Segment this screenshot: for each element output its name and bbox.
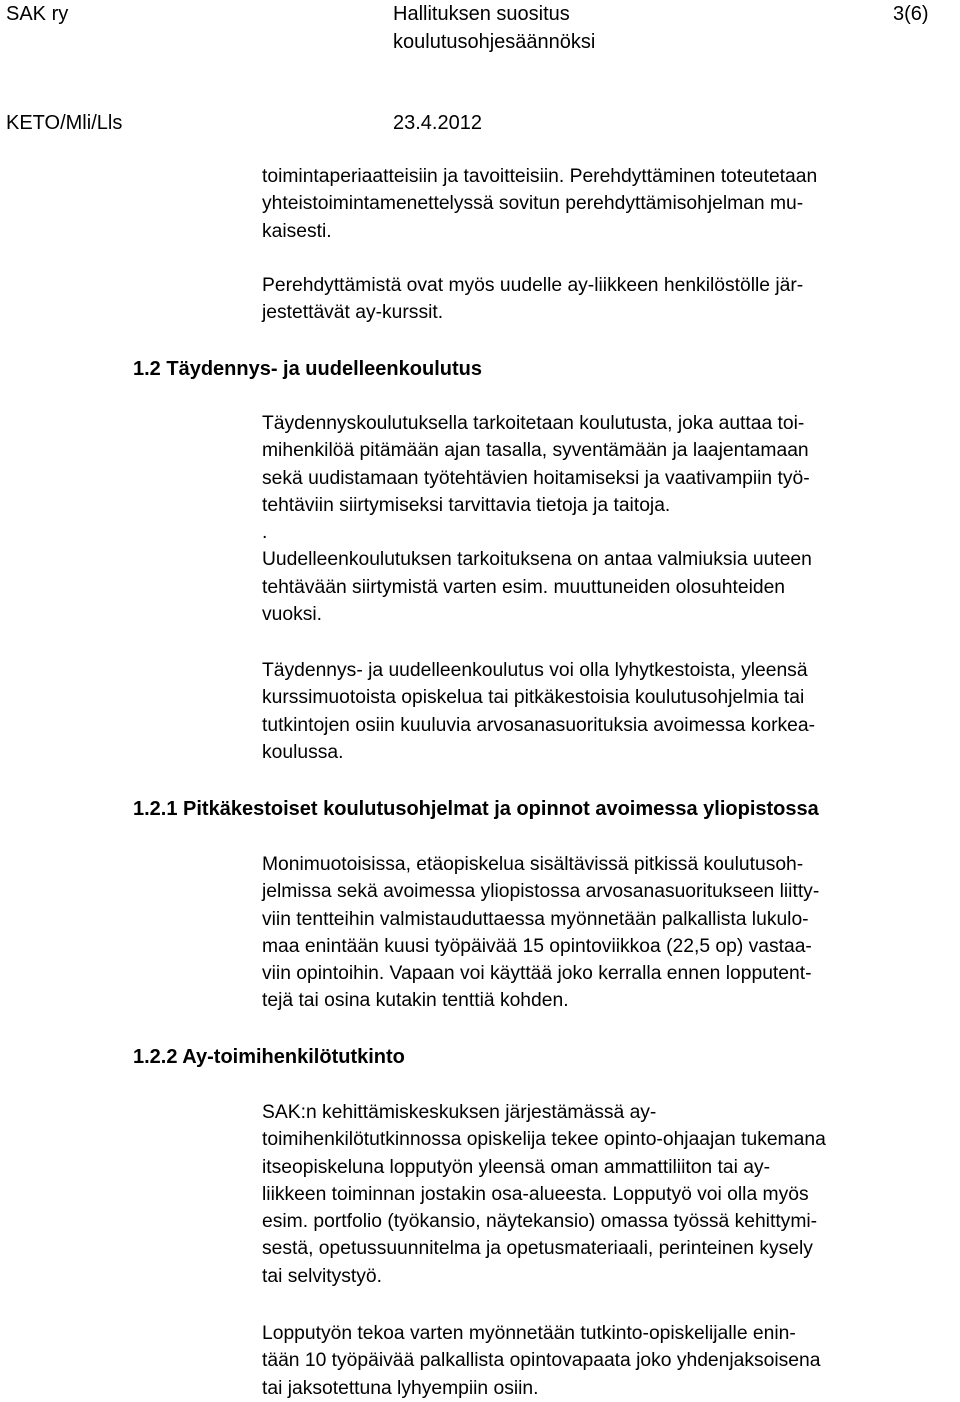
text-line: liikkeen toiminnan jostakin osa-alueesta. Lopputyö voi olla myös — [262, 1183, 809, 1205]
text-line: viin tentteihin valmistauduttaessa myönnetään palkallista lukulo- — [262, 908, 809, 930]
text-line: sestä, opetussuunnitelma ja opetusmateriaali, perinteinen kysely — [262, 1238, 813, 1260]
text-line: toimihenkilötutkinnossa opiskelija tekee opinto-ohjaajan tukemana — [262, 1129, 826, 1151]
header-date: 23.4.2012 — [393, 112, 482, 134]
text-line: sekä uudistamaan työtehtävien hoitamiseksi ja vaativampiin työ- — [262, 467, 810, 489]
text-line: Täydennys- ja uudelleenkoulutus voi olla lyhytkestoista, yleensä — [262, 660, 808, 681]
section-1-2-1-paragraph — [262, 851, 960, 1015]
text-line: Uudelleenkoulutuksen tarkoituksena on antaa valmiuksia uuteen — [262, 549, 812, 571]
text-line: itseopiskeluna lopputyön yleensä oman ammattiliiton tai ay- — [262, 1156, 771, 1178]
text-line: tai selvitystyö. — [262, 1265, 383, 1287]
section-1-2-paragraph-2 — [262, 657, 960, 766]
intro-paragraph-1 — [262, 163, 960, 245]
header-doc-subject: koulutusohjesäännöksi — [393, 31, 596, 53]
text-line: Perehdyttämistä ovat myös uudelle ay-liikkeen henkilöstölle jär- — [262, 275, 804, 296]
text-line: yhteistoimintamenettelyssä sovitun perehdyttämisohjelman mu- — [262, 193, 804, 215]
text-line: tehtäviin siirtymiseksi tarvittavia tietoja ja taitoja. — [262, 494, 671, 516]
section-heading-1-2-2: 1.2.2 Ay-toimihenkilötutkinto — [133, 1046, 405, 1068]
header-org: SAK ry — [6, 3, 69, 25]
text-line: tutkintojen osiin kuuluvia arvosanasuorituksia avoimessa korkea- — [262, 714, 816, 736]
intro-paragraph-2 — [262, 272, 960, 327]
text-line: tejä tai osina kutakin tenttiä kohden. — [262, 990, 569, 1012]
text-line: tään 10 työpäivää palkallista opintovapaata joko yhdenjaksoisena — [262, 1350, 821, 1372]
text-line: SAK:n kehittämiskeskuksen järjestämässä ay- — [262, 1102, 657, 1123]
section-1-2-2-paragraph-1 — [262, 1099, 960, 1290]
header-page-number: 3(6) — [893, 3, 929, 25]
text-line: Täydennyskoulutuksella tarkoitetaan koulutusta, joka auttaa toi- — [262, 413, 805, 434]
text-line: mihenkilöä pitämään ajan tasalla, syventämään ja laajentamaan — [262, 440, 809, 462]
text-line: koulussa. — [262, 741, 344, 763]
text-line: esim. portfolio (työkansio, näytekansio) omassa työssä kehittymi- — [262, 1211, 818, 1233]
text-line: vuoksi. — [262, 604, 323, 626]
header-ref: KETO/Mli/Lls — [6, 112, 123, 134]
text-line: tai jaksotettuna lyhyempiin osiin. — [262, 1377, 539, 1399]
text-line: maa enintään kuusi työpäivää 15 opintoviikkoa (22,5 op) vastaa- — [262, 935, 812, 957]
text-line: jestettävät ay-kurssit. — [262, 302, 444, 324]
text-line: tehtävään siirtymistä varten esim. muuttuneiden olosuhteiden — [262, 576, 786, 598]
text-line: viin opintoihin. Vapaan voi käyttää joko kerralla ennen lopputent- — [262, 963, 812, 985]
text-line: kaisesti. — [262, 220, 332, 242]
text-line: toimintaperiaatteisiin ja tavoitteisiin. Perehdyttäminen toteutetaan — [262, 166, 818, 187]
header-doc-type: Hallituksen suositus — [393, 3, 570, 25]
section-heading-1-2: 1.2 Täydennys- ja uudelleenkoulutus — [133, 358, 482, 380]
section-1-2-2-paragraph-2 — [262, 1320, 960, 1402]
text-line: jelmissa sekä avoimessa yliopistossa arvosanasuoritukseen liitty- — [262, 881, 820, 903]
text-line: kurssimuotoista opiskelua tai pitkäkestoisia koulutusohjelmia tai — [262, 687, 805, 709]
text-line: Monimuotoisissa, etäopiskelua sisältävissä pitkissä koulutusoh- — [262, 854, 804, 875]
section-heading-1-2-1: 1.2.1 Pitkäkestoiset koulutusohjelmat ja opinnot avoimessa yliopistossa — [133, 798, 819, 820]
text-line: Lopputyön tekoa varten myönnetään tutkinto-opiskelijalle enin- — [262, 1323, 796, 1344]
text-line: . — [262, 522, 268, 544]
section-1-2-paragraph-1 — [262, 410, 960, 628]
